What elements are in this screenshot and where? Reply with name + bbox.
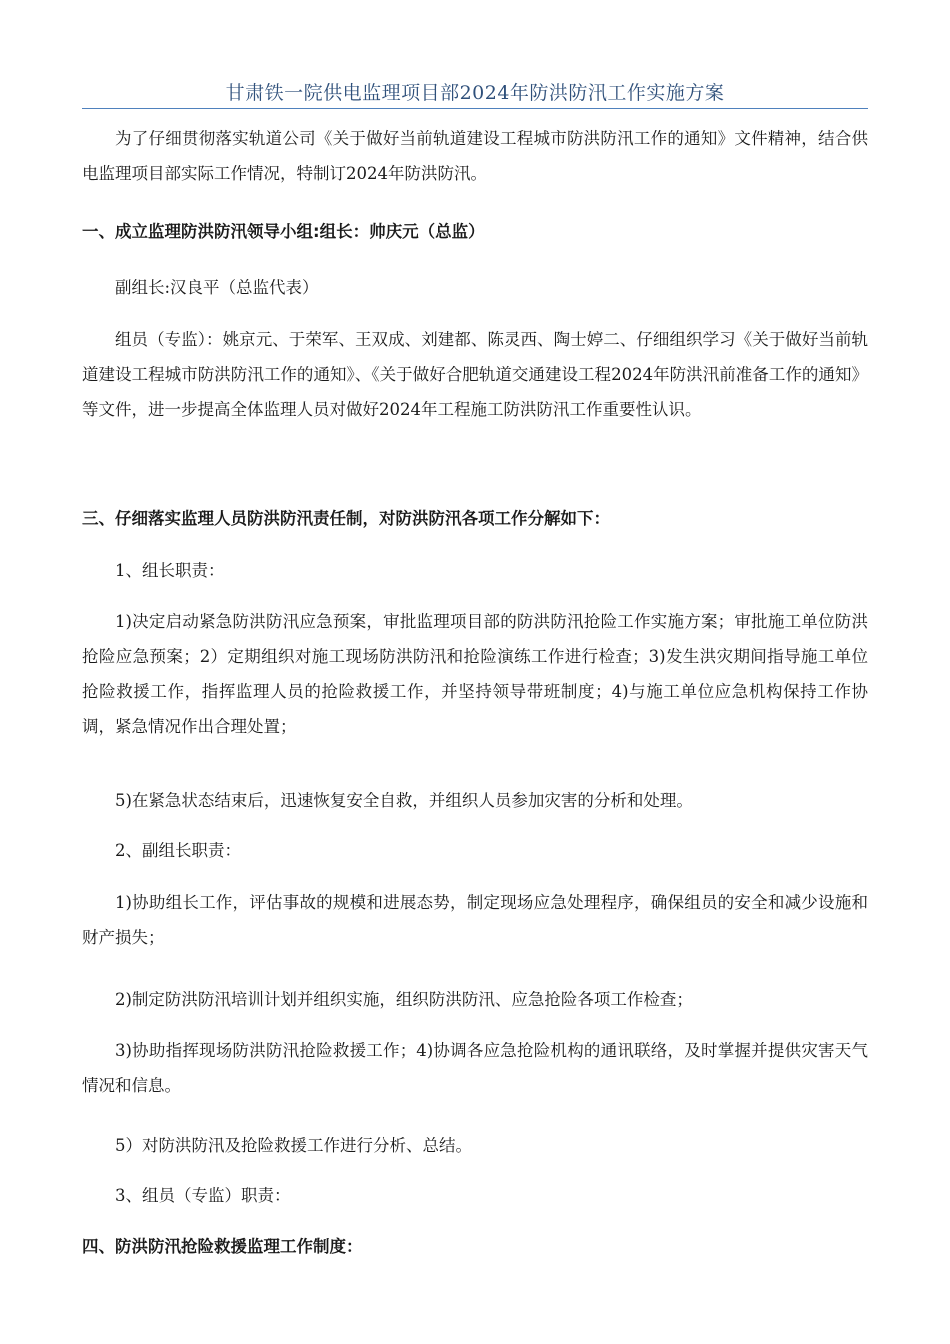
- deputy-duties-title: 2、副组长职责：: [115, 841, 241, 860]
- section-3-heading: 三、仔细落实监理人员防洪防汛责任制，对防洪防汛各项工作分解如下：: [82, 509, 610, 528]
- page-header-title: 甘肃铁一院供电监理项目部2024年防洪防汛工作实施方案: [225, 82, 725, 104]
- leader-duties-item-5: 5)在紧急状态结束后，迅速恢复安全自救，并组织人员参加灾害的分析和处理。: [115, 791, 693, 810]
- deputy-duties-item-5: 5）对防洪防汛及抢险救援工作进行分析、总结。: [115, 1136, 472, 1155]
- deputy-leader-line: 副组长:汉良平（总监代表）: [115, 278, 319, 297]
- intro-paragraph: 为了仔细贯彻落实轨道公司《关于做好当前轨道建设工程城市防洪防汛工作的通知》文件精神，结合供电监理项目部实际工作情况，特制订2024年防洪防汛。: [82, 129, 868, 183]
- leader-duties-paragraph: 1)决定启动紧急防洪防汛应急预案，审批监理项目部的防洪防汛抢险工作实施方案；审批施工单位防洪抢险应急预案；2）定期组织对施工现场防洪防汛和抢险演练工作进行检查；3)发生洪灾期间指导施工单位抢险救援工作，指挥监理人员的抢险救援工作，并坚持领导带班制度；4)与施工单位应急机构保持工作协调，紧急情况作出合理处置；: [82, 612, 868, 736]
- deputy-duties-item-2: 2)制定防洪防汛培训计划并组织实施，组织防洪防汛、应急抢险各项工作检查；: [115, 990, 693, 1009]
- deputy-duties-item-3: 3)协助指挥现场防洪防汛抢险救援工作；4)协调各应急抢险机构的通讯联络，及时掌握并提供灾害天气情况和信息。: [82, 1041, 868, 1095]
- section-1-heading: 一、成立监理防洪防汛领导小组:组长：帅庆元（总监）: [82, 222, 485, 241]
- header-divider: [82, 108, 868, 109]
- section-4-heading: 四、防洪防汛抢险救援监理工作制度：: [82, 1237, 363, 1256]
- members-paragraph: 组员（专监）：姚京元、于荣军、王双成、刘建都、陈灵西、陶士婷二、仔细组织学习《关于做好当前轨道建设工程城市防洪防汛工作的通知》、《关于做好合肥轨道交通建设工程2024年防洪汛前准备工作的通知》等文件，进一步提高全体监理人员对做好2024年工程施工防洪防汛工作重要性认识。: [82, 330, 868, 419]
- deputy-duties-item-1: 1)协助组长工作，评估事故的规模和进展态势，制定现场应急处理程序，确保组员的安全和减少设施和财产损失；: [82, 893, 868, 947]
- member-duties-title: 3、组员（专监）职责：: [115, 1186, 291, 1205]
- leader-duties-title: 1、组长职责：: [115, 561, 225, 580]
